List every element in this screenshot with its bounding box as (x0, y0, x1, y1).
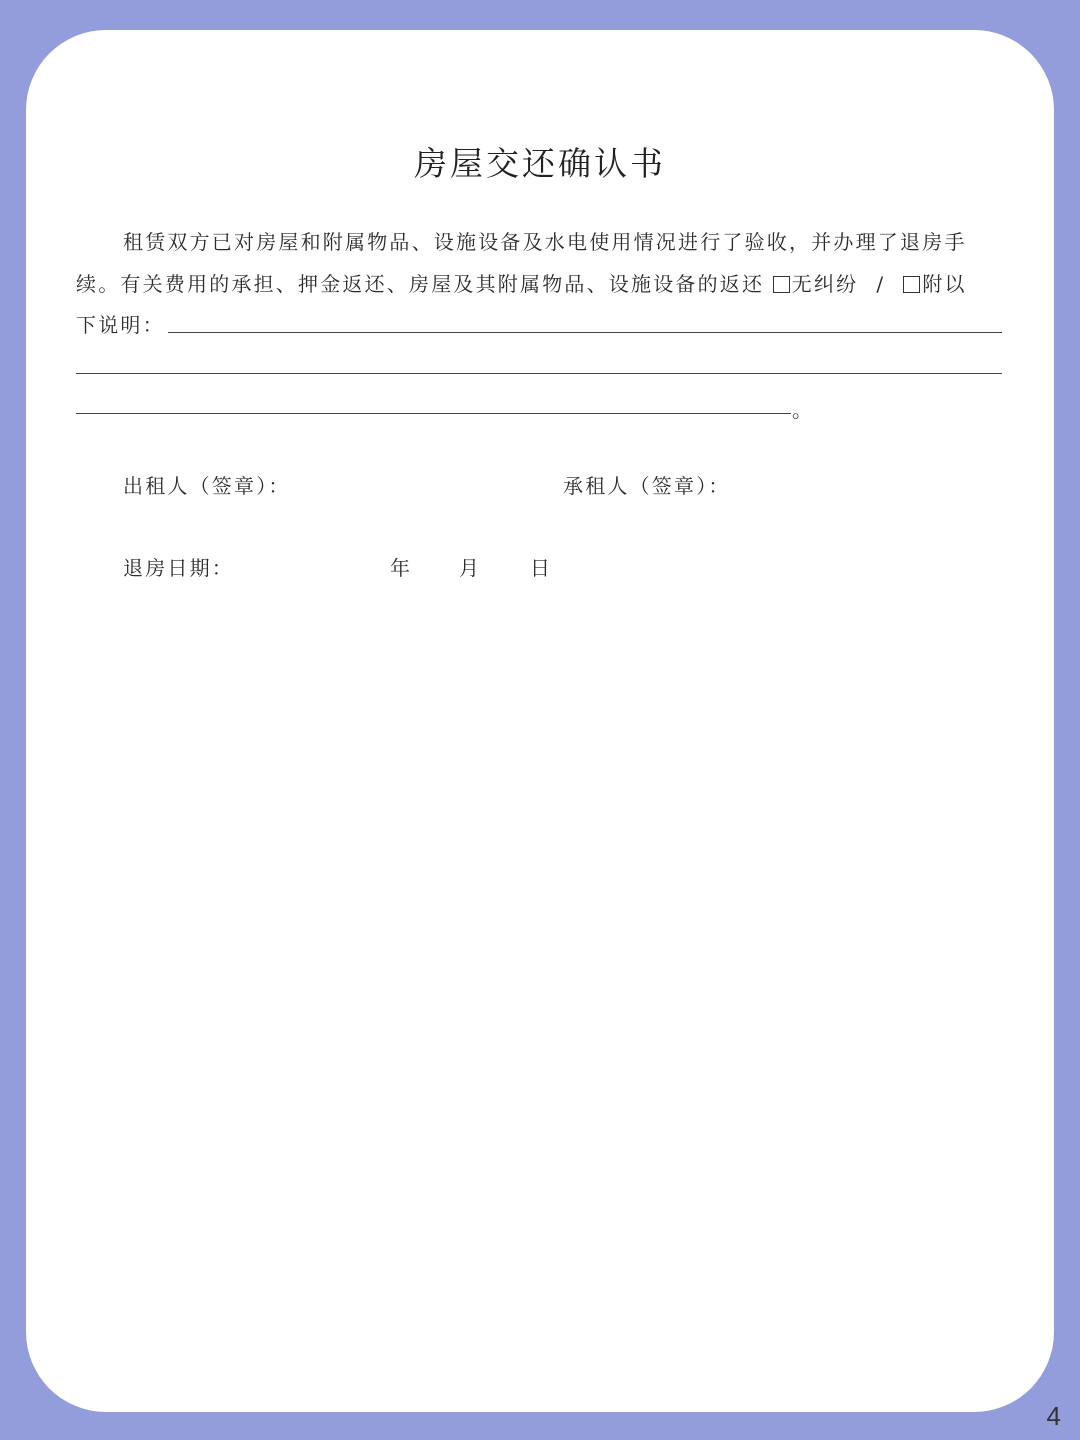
date-month-label: 月 (459, 556, 482, 580)
end-period: 。 (792, 398, 812, 422)
notes-blank-line-3[interactable] (76, 413, 791, 414)
notes-blank-line-2[interactable] (76, 373, 1002, 374)
paragraph-line-3: 下说明： (76, 313, 165, 337)
lessor-signature-label: 出租人（签章）： (123, 474, 291, 498)
document-title: 房屋交还确认书 (414, 144, 666, 183)
lessee-signature-label: 承租人（签章）： (563, 474, 731, 498)
checkout-date-label: 退房日期： (123, 556, 234, 580)
no-dispute-checkbox[interactable] (773, 276, 790, 293)
paragraph-line-1: 租赁双方已对房屋和附属物品、设施设备及水电使用情况进行了验收，并办理了退房手 (123, 230, 967, 254)
option-separator: / (876, 272, 886, 296)
page-number: 4 (1046, 1401, 1061, 1431)
paragraph-line-2 (76, 268, 1004, 297)
date-year-label: 年 (390, 556, 413, 580)
notes-blank-line-1[interactable] (168, 332, 1002, 333)
date-day-label: 日 (530, 556, 553, 580)
see-notes-label: 附以 (922, 272, 967, 296)
see-notes-checkbox[interactable] (903, 276, 920, 293)
paragraph-line-2-text: 续。有关费用的承担、押金返还、房屋及其附属物品、设施设备的返还 (76, 272, 765, 296)
no-dispute-label: 无纠纷 (791, 272, 859, 296)
